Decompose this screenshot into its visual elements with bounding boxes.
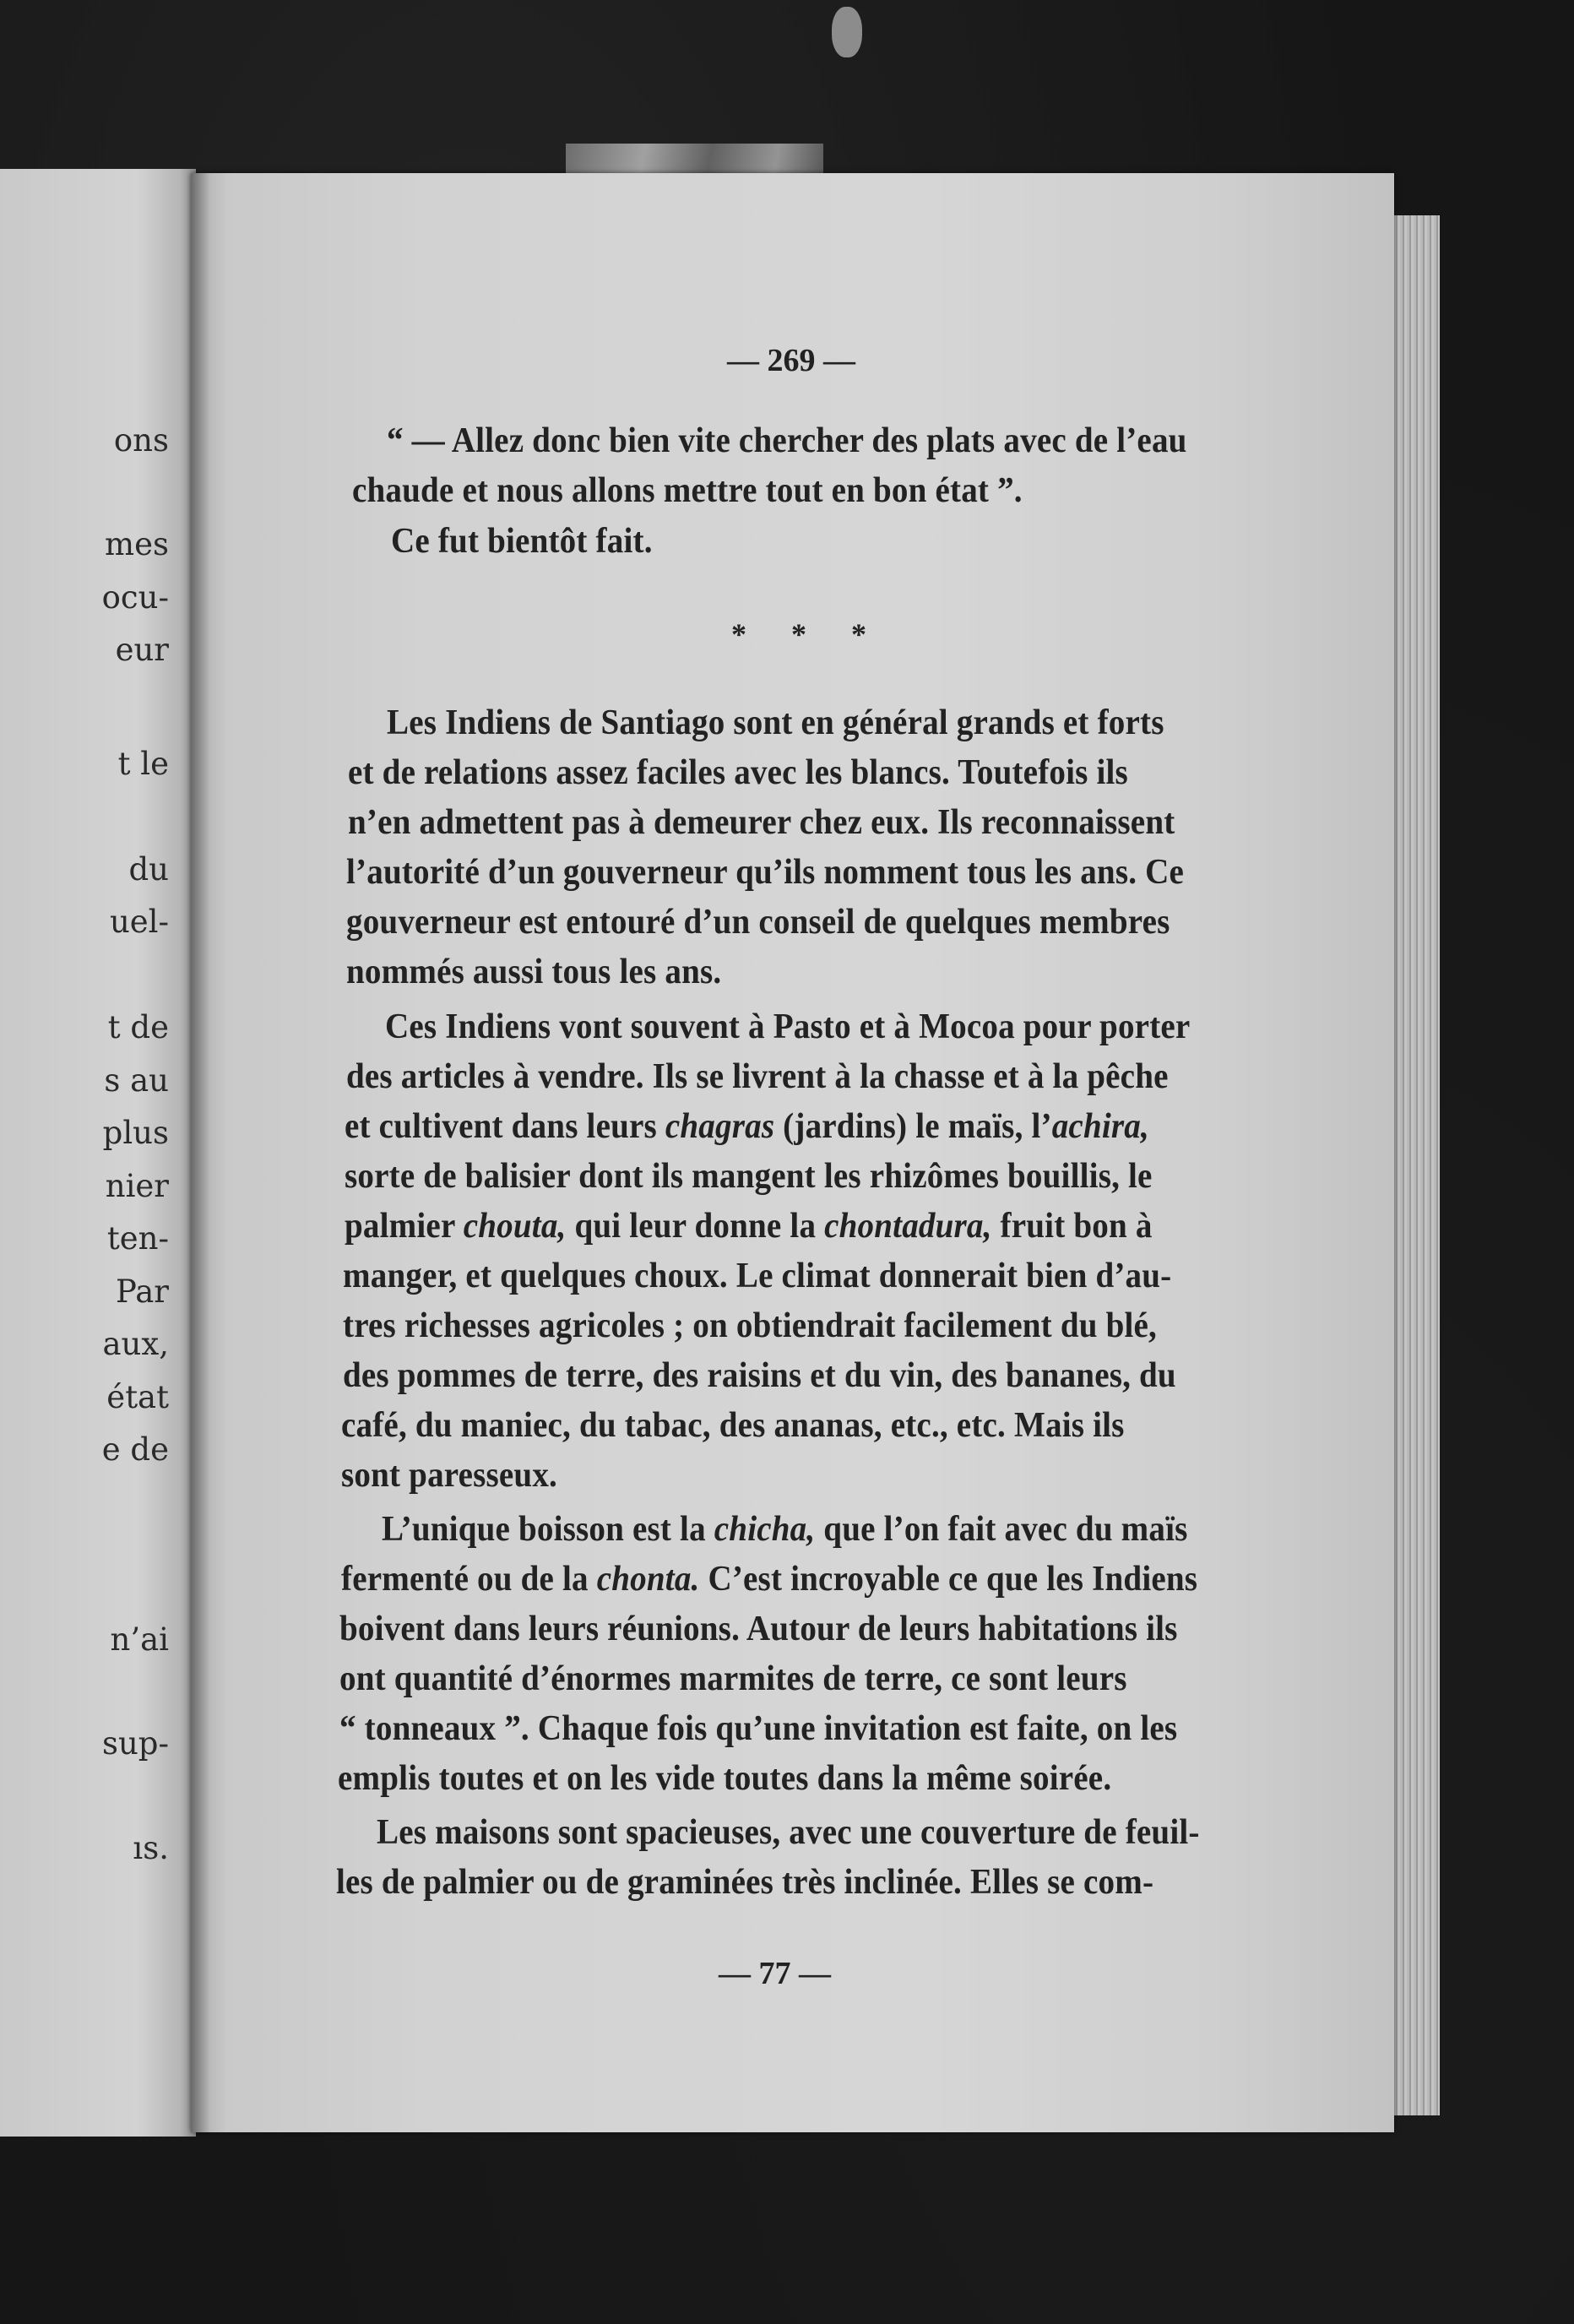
text-run: C’est incroyable ce que les Indiens [699,1560,1198,1599]
left-page-fragment: aux, [102,1326,169,1362]
left-page-fragment: eur [115,632,169,668]
text-run: que l’on fait avec du maïs [815,1510,1188,1549]
text-line: boivent dans leurs réunions. Autour de leurs habitations ils [339,1610,1178,1648]
text-run: (jardins) le maïs, l’ [774,1107,1052,1146]
left-page-fragment: s au [104,1062,169,1099]
page-number-header: — 269 — [727,343,855,378]
text-line: nommés aussi tous les ans. [346,953,722,991]
text-line: des pommes de terre, des raisins et du vin, des bananes, du [343,1356,1176,1395]
text-line: Ce fut bientôt fait. [391,522,653,561]
italic-term: chouta, [463,1207,567,1246]
left-page-fragment: Par [116,1273,169,1310]
text-line: les de palmier ou de graminées très inclinée. Elles se com- [336,1863,1154,1902]
text-run: L’unique boisson est la [382,1510,714,1549]
text-line: chaude et nous allons mettre tout en bon état ”. [352,471,1023,510]
text-line: emplis toutes et on les vide toutes dans la même soirée. [338,1759,1112,1798]
left-page-fragment: t de [107,1009,169,1045]
text-line: sont paresseux. [341,1456,557,1495]
left-page-fragment: du [128,851,169,888]
left-page-fragment: ocu- [101,579,169,616]
text-run: fruit bon à [991,1207,1153,1246]
left-page-fragment: n’ai [110,1621,169,1658]
left-page-fragment: nier [105,1168,169,1204]
text-line: Ces Indiens vont souvent à Pasto et à Mocoa pour porter [385,1007,1191,1046]
italic-term: achira, [1051,1107,1149,1146]
text-line [345,1106,1149,1147]
text-line: et de relations assez faciles avec les blancs. Toutefois ils [348,753,1128,792]
text-line: tres richesses agricoles ; on obtiendrait facilement du blé, [343,1306,1158,1345]
text-line [345,1206,1153,1246]
italic-term: chicha, [714,1510,816,1549]
text-run: et cultivent dans leurs [345,1107,665,1146]
section-break: * * * [731,617,885,651]
text-run: qui leur donne la [566,1207,825,1246]
left-page [0,169,196,2137]
text-line: café, du maniec, du tabac, des ananas, etc., etc. Mais ils [341,1406,1125,1445]
left-page-fragment: plus [102,1115,169,1151]
right-page [191,173,1394,2132]
text-line: “ — Allez donc bien vite chercher des plats avec de l’eau [387,421,1187,460]
page-number-footer: — 77 — [719,1956,831,1991]
text-line: ont quantité d’énormes marmites de terre, ce sont leurs [339,1659,1127,1698]
text-line: l’autorité d’un gouverneur qu’ils nomment tous les ans. Ce [346,853,1185,892]
text-line: Les Indiens de Santiago sont en général grands et forts [387,703,1164,742]
left-page-fragment: sup- [101,1725,169,1762]
italic-term: chontadura, [824,1207,992,1246]
left-page-fragment: ıs. [133,1830,169,1866]
text-line: gouverneur est entouré d’un conseil de quelques membres [346,903,1170,942]
page-text-block [191,173,1394,2132]
left-page-fragment: uel- [109,904,169,940]
book-gutter [191,173,211,2132]
italic-term: chonta. [596,1560,700,1599]
clip-mark [832,7,862,57]
text-line [341,1559,1197,1599]
page-edges [1393,215,1440,2115]
text-line: sorte de balisier dont ils mangent les rhizômes bouillis, le [345,1157,1153,1196]
text-line: manger, et quelques choux. Le climat donnerait bien d’au- [343,1257,1172,1295]
italic-term: chagras [665,1107,775,1146]
text-run: palmier [345,1207,464,1246]
text-run: fermenté ou de la [341,1560,597,1599]
left-page-fragment: ons [113,422,169,459]
text-line: Les maisons sont spacieuses, avec une couverture de feuil- [377,1813,1200,1852]
left-page-fragment: t le [117,746,169,782]
text-line: des articles à vendre. Ils se livrent à la chasse et à la pêche [346,1057,1169,1096]
left-page-fragment: mes [105,526,169,562]
left-page-fragment: état [106,1379,169,1415]
left-page-fragment: e de [101,1431,169,1468]
text-line [382,1509,1188,1550]
text-line: n’en admettent pas à demeurer chez eux. Ils reconnaissent [348,803,1175,842]
text-line: “ tonneaux ”. Chaque fois qu’une invitation est faite, on les [339,1709,1178,1748]
left-page-fragment: ten- [106,1220,169,1257]
